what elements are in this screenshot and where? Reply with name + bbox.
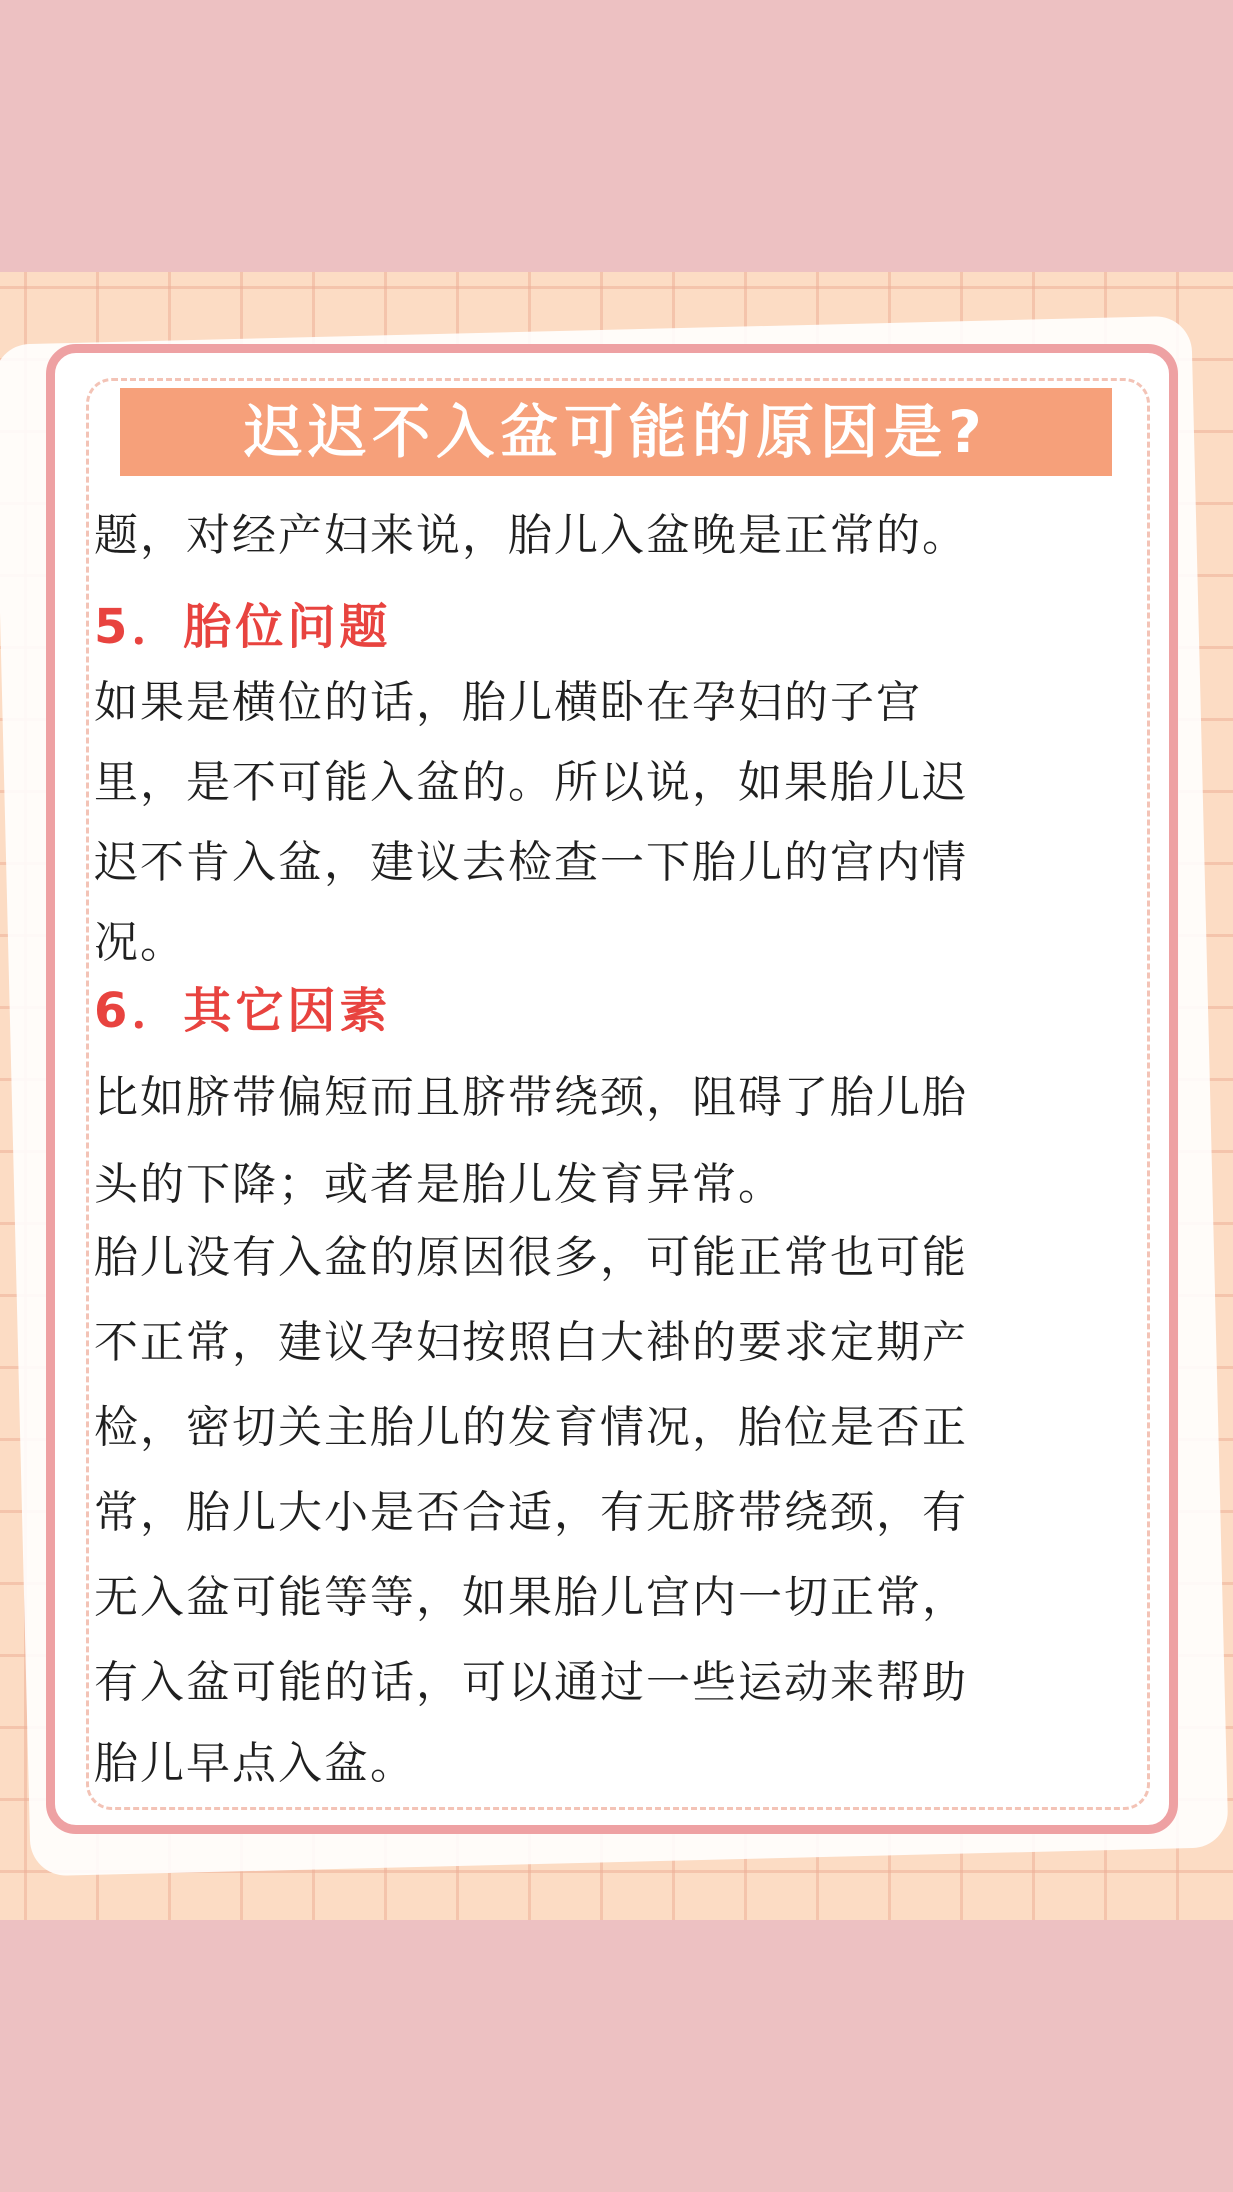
conclusion-line: 有入盆可能的话，可以通过一些运动来帮助 [94,1657,968,1708]
conclusion-line: 胎儿没有入盆的原因很多，可能正常也可能 [94,1232,968,1283]
section-5-heading: 5．胎位问题 [94,599,392,655]
conclusion-line: 胎儿早点入盆。 [94,1738,416,1789]
page-title: 迟迟不入盆可能的原因是? [244,398,988,466]
top-pink-band [0,0,1233,272]
section-5-line: 迟不肯入盆，建议去检查一下胎儿的宫内情 [94,837,968,888]
section-5-line: 里，是不可能入盆的。所以说，如果胎儿迟 [94,757,968,808]
conclusion-line: 检，密切关主胎儿的发育情况，胎位是否正 [94,1402,968,1453]
section-6-line: 头的下降；或者是胎儿发育异常。 [94,1159,784,1210]
section-5-line: 况。 [94,917,186,968]
conclusion-line: 无入盆可能等等，如果胎儿宫内一切正常， [94,1572,968,1623]
section-5-line: 如果是横位的话，胎儿横卧在孕妇的子宫 [94,677,922,728]
section-6-heading: 6．其它因素 [94,983,392,1039]
section-6-line: 比如脐带偏短而且脐带绕颈，阻碍了胎儿胎 [94,1072,968,1123]
intro-line: 题，对经产妇来说，胎儿入盆晚是正常的。 [94,510,968,561]
bottom-pink-band [0,1920,1233,2192]
conclusion-line: 不正常，建议孕妇按照白大褂的要求定期产 [94,1317,968,1368]
conclusion-line: 常，胎儿大小是否合适，有无脐带绕颈，有 [94,1487,968,1538]
